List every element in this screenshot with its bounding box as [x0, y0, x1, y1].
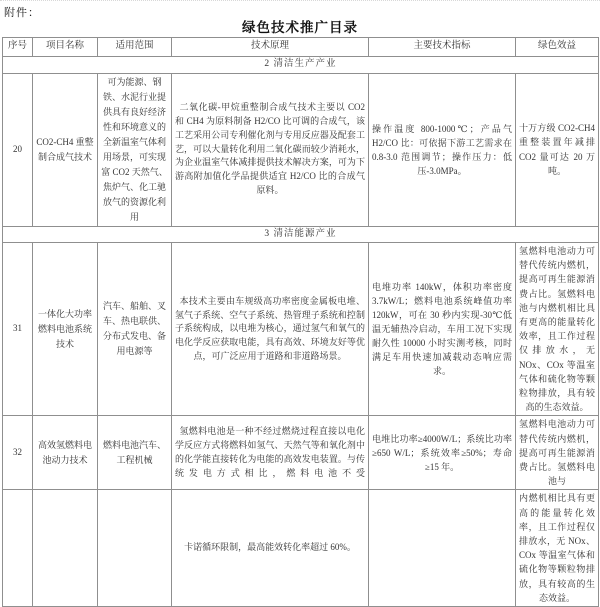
- table-header-row: [3, 38, 599, 57]
- column-header-indicators: 主要技术指标: [369, 38, 516, 57]
- cell-no: [3, 490, 33, 607]
- column-header-principle: 技术原理: [172, 38, 369, 57]
- cell-principle: 氢燃料电池是一种不经过燃烧过程直接以电化学反应方式将燃料如氢气、天然气等和氧化剂中的化学能直接转化为电能的高效发电装置。与传统发电方式相比，燃料电池不受: [172, 416, 369, 490]
- table-row: [3, 243, 599, 416]
- section-row-clean-energy: [3, 226, 599, 243]
- section-label: 2 清洁生产产业: [3, 57, 599, 74]
- table-row-continuation: [3, 490, 599, 607]
- cell-benefit: 氢燃料电池动力可替代传统内燃机，提高可再生能源消费占比。氢燃料电池与: [516, 416, 599, 490]
- column-header-scope: 适用范围: [98, 38, 172, 57]
- attachment-label: 附件：: [4, 7, 40, 19]
- cell-project-name: 一体化大功率燃料电池系统技术: [33, 243, 98, 416]
- table-row: [3, 73, 599, 226]
- green-tech-catalog-table: [2, 37, 599, 607]
- cell-no: 31: [3, 243, 33, 416]
- cell-principle: 二氧化碳-甲烷重整制合成气技术主要以 CO2 和 CH4 为原料制备 H2/CO 比可调的合成气，该工艺采用公司专利催化剂与专用反应器及配套工艺，可以大量转化利用二氧化碳而较少消耗水，为企业温室气体减排提供技术解决方案，可为下游高附加值化学品提供适宜 H2/CO 比的合成气原料。: [172, 73, 369, 226]
- column-header-no: 序号: [3, 38, 33, 57]
- cell-indicators: 电堆功率 140kW，体积功率密度 3.7kW/L；燃料电池系统峰值功率 120kW，可在 30 秒内实现-30℃低温无辅热冷启动，车用工况下实现耐久性 10000 小时实测考核，同时满足车用快速加减载动态响应需求。: [369, 243, 516, 416]
- cell-no: 32: [3, 416, 33, 490]
- cell-project-name: CO2-CH4 重整制合成气技术: [33, 73, 98, 226]
- cell-principle: 卡诺循环限制，最高能效转化率超过 60%。: [172, 490, 369, 607]
- column-header-project-name: 项目名称: [33, 38, 98, 57]
- cell-benefit: 氢燃料电池动力可替代传统内燃机，提高可再生能源消费占比。氢燃料电池与内燃机相比具有更高的能量转化效率，且工作过程仅排放水，无 NOx、COx 等温室气体和硫化物等颗粒物排放，具有较高的生态效益。: [516, 243, 599, 416]
- cell-scope: [98, 490, 172, 607]
- cell-scope: 可为能源、钢铁、水泥行业提供具有良好经济性和环境意义的全新温室气体利用场景，可实现富 CO2 天然气、焦炉气、化工驰放气的资源化利用: [98, 73, 172, 226]
- cell-project-name: [33, 490, 98, 607]
- section-row-clean-production: [3, 57, 599, 74]
- column-header-benefit: 绿色效益: [516, 38, 599, 57]
- cell-indicators: [369, 490, 516, 607]
- cell-benefit: 十万方级 CO2-CH4 重整装置年减排 CO2 量可达 20 万吨。: [516, 73, 599, 226]
- cell-project-name: 高效氢燃料电池动力技术: [33, 416, 98, 490]
- page-title: 绿色技术推广目录: [242, 20, 358, 35]
- table-row: [3, 416, 599, 490]
- cell-benefit: 内燃机相比具有更高的能量转化效率，且工作过程仅排放水，无 NOx、COx 等温室气体和硫化物等颗粒物排放，具有较高的生态效益。: [516, 490, 599, 607]
- cell-indicators: 操作温度 800-1000℃；产品气 H2/CO 比：可依据下游工艺需求在 0.8-3.0 范围调节；操作压力：低压-3.0MPa。: [369, 73, 516, 226]
- cell-scope: 汽车、船舶、叉车、热电联供、分布式发电、备用电源等: [98, 243, 172, 416]
- section-label: 3 清洁能源产业: [3, 226, 599, 243]
- cell-indicators: 电堆比功率≥4000W/L；系统比功率≥650 W/L；系统效率≥50%；寿命≥15 年。: [369, 416, 516, 490]
- cell-no: 20: [3, 73, 33, 226]
- cell-scope: 燃料电池汽车、工程机械: [98, 416, 172, 490]
- cell-principle: 本技术主要由车规级高功率密度金属板电堆、氢气子系统、空气子系统、热管理子系统和控制子系统构成，以电堆为核心，通过氢气和氧气的电化学反应获取电能，具有高效、环境友好等优点，可广泛应用于道路和非道路场景。: [172, 243, 369, 416]
